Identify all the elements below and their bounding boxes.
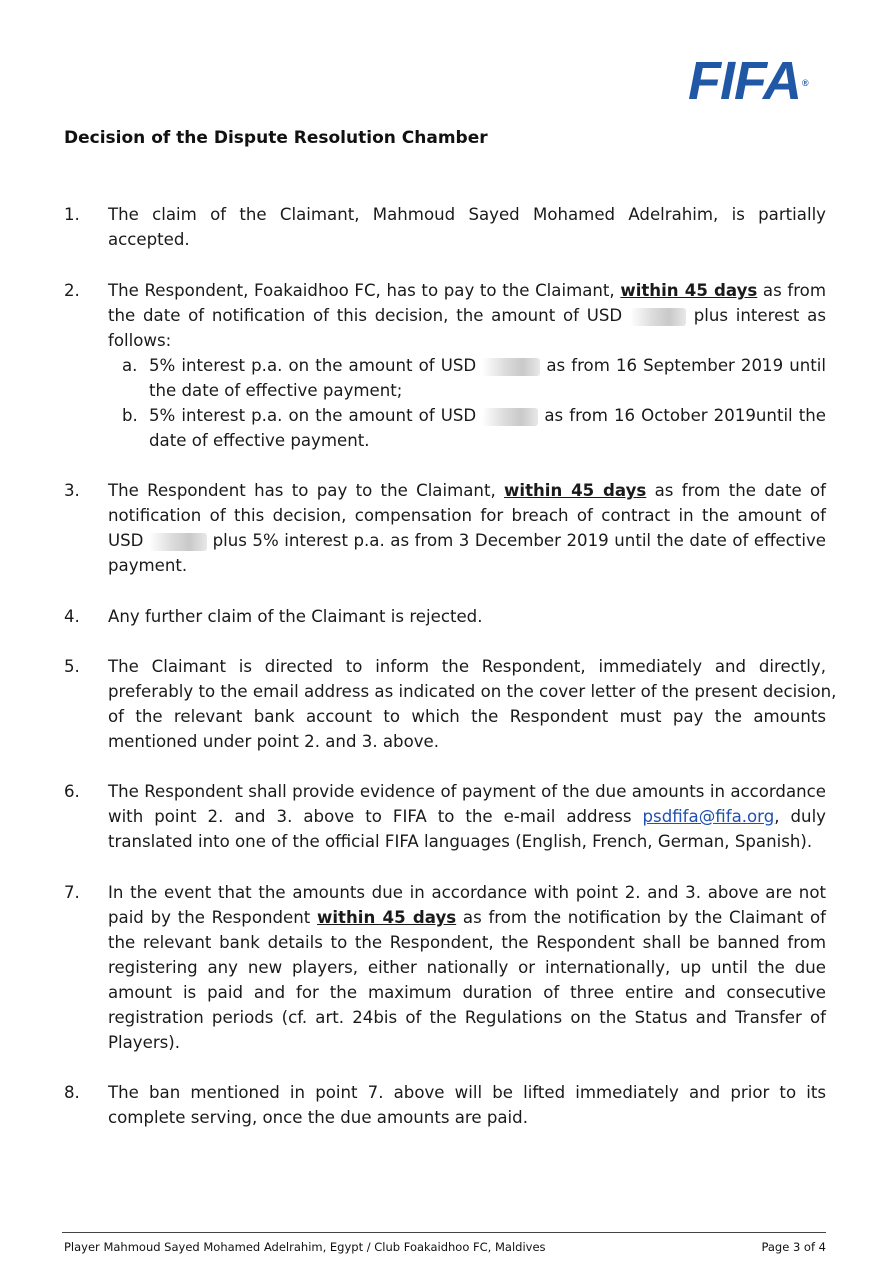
decision-item-4: 4. Any further claim of the Claimant is rejected. xyxy=(64,604,826,629)
footer-case-reference: Player Mahmoud Sayed Mohamed Adelrahim, Egypt / Club Foakaidhoo FC, Maldives xyxy=(64,1240,546,1254)
redacted-amount xyxy=(149,533,207,551)
redacted-amount xyxy=(482,408,538,426)
decision-item-8: 8. The ban mentioned in point 7. above will be lifted immediately and prior to its complete serving, once the due amounts are paid. xyxy=(64,1080,826,1130)
sub-item-a: a. 5% interest p.a. on the amount of USD as from 16 September 2019 until the date of effective payment; xyxy=(122,356,827,400)
item-number: 7. xyxy=(64,883,80,902)
fifa-logo: FIFA® xyxy=(688,51,808,111)
sub-item-b: b. 5% interest p.a. on the amount of USD as from 16 October 2019until the date of effective payment. xyxy=(122,406,826,450)
item-number: 3. xyxy=(64,481,80,500)
page-number: Page 3 of 4 xyxy=(761,1240,826,1254)
page-title: Decision of the Dispute Resolution Chamber xyxy=(64,128,488,148)
redacted-amount xyxy=(630,308,686,326)
decision-item-7: 7. In the event that the amounts due in accordance with point 2. and 3. above are not paid by the Respondent within 45 days as from the notification by the Claimant of the relevant bank details to the Respondent, the Respondent shall be banned from registering any new players, either nationally or internationally, up until the due amount is paid and for the maximum duration of three entire and consecutive registration periods (cf. art. 24bis of the Regulations on the Status and Transfer of Players). xyxy=(64,880,826,1055)
decision-item-5: 5. The Claimant is directed to inform the Respondent, immediately and directly, preferably to the email address as indicated on the cover letter of the present decision, of the relevant bank account to which the Respondent must pay the amounts mentioned under point 2. and 3. above. xyxy=(64,654,826,754)
decision-item-1: 1. The claim of the Claimant, Mahmoud Sayed Mohamed Adelrahim, is partially accepted. xyxy=(64,202,826,252)
deadline-emphasis: within 45 days xyxy=(620,281,758,300)
decision-item-3: 3. The Respondent has to pay to the Claimant, within 45 days as from the date of notification of this decision, compensation for breach of contract in the amount of USD plus 5% interest p.a. as from 3 December 2019 until the date of effective payment. xyxy=(64,478,826,578)
item-number: 5. xyxy=(64,657,80,676)
deadline-emphasis: within 45 days xyxy=(317,908,457,927)
item-number: 2. xyxy=(64,281,80,300)
redacted-amount xyxy=(482,358,540,376)
email-link[interactable]: psdfifa@fifa.org xyxy=(642,807,775,826)
item-number: 8. xyxy=(64,1083,80,1102)
decision-item-6: 6. The Respondent shall provide evidence of payment of the due amounts in accordance with point 2. and 3. above to FIFA to the e-mail address psdfifa@fifa.org, duly translated into one of the official FIFA languages (English, French, German, Spanish). xyxy=(64,779,826,854)
footer-divider xyxy=(62,1232,826,1233)
item-number: 1. xyxy=(64,205,80,224)
deadline-emphasis: within 45 days xyxy=(504,481,647,500)
item-number: 4. xyxy=(64,607,80,626)
item-number: 6. xyxy=(64,782,80,801)
decision-item-2: 2. The Respondent, Foakaidhoo FC, has to pay to the Claimant, within 45 days as from the date of notification of this decision, the amount of USD plus interest as follows: a. 5% interest p.a. on the amount of USD as from 16 September 2019 until the date of effective payment; b. 5% interest p.a. on the amount of USD as from 16 October 2019until the date of effective payment. xyxy=(64,278,826,453)
